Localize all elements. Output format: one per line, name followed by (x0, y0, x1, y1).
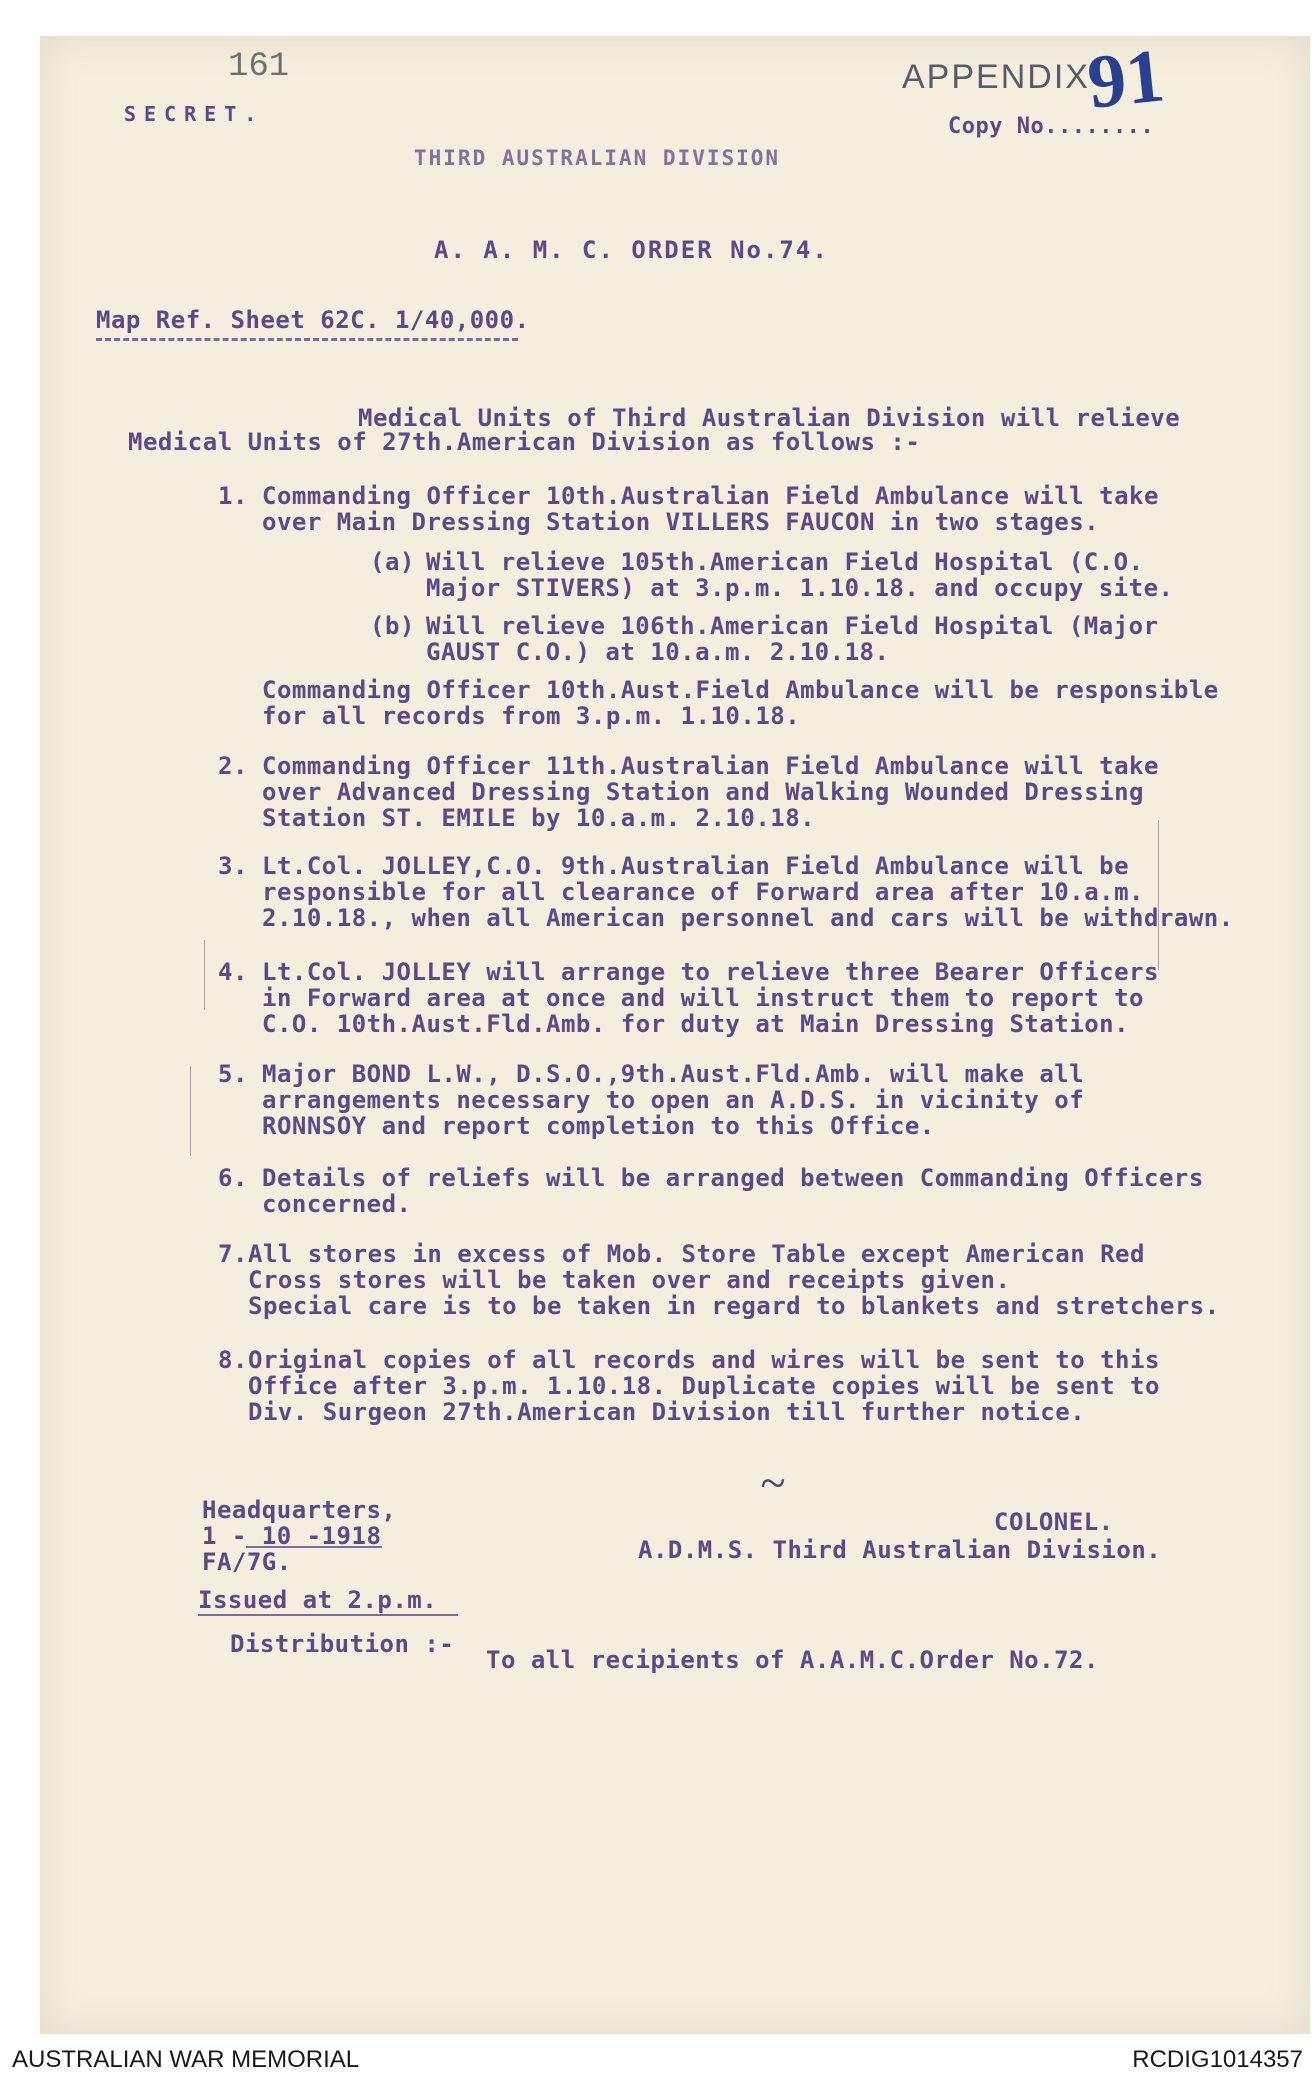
intro-line: Medical Units of Third Australian Division will relieve (358, 404, 1181, 432)
paragraph-line: responsible for all clearance of Forward area after 10.a.m. (262, 878, 1145, 906)
paragraph-line: Office after 3.p.m. 1.10.18. Duplicate copies will be sent to (248, 1372, 1160, 1400)
paragraph-line: Div. Surgeon 27th.American Division till further notice. (248, 1398, 1086, 1426)
paragraph-line: Will relieve 106th.American Field Hospital (Major (426, 612, 1159, 640)
footer-right: RCDIG1014357 (1132, 2046, 1303, 2073)
paragraph-line: over Advanced Dressing Station and Walking Wounded Dressing (262, 778, 1145, 806)
paragraph-line: concerned. (262, 1190, 412, 1218)
order-title: A. A. M. C. ORDER No.74. (434, 236, 829, 264)
paragraph-line: Lt.Col. JOLLEY,C.O. 9th.Australian Field Ambulance will be (262, 852, 1130, 880)
signature: ~ (760, 1457, 785, 1508)
paragraph-line: Commanding Officer 11th.Australian Field Ambulance will take (262, 752, 1159, 780)
paragraph-line: Lt.Col. JOLLEY will arrange to relieve three Bearer Officers (262, 958, 1159, 986)
paragraph-line: C.O. 10th.Aust.Fld.Amb. for duty at Main Dressing Station. (262, 1010, 1130, 1038)
paragraph-line: GAUST C.O.) at 10.a.m. 2.10.18. (426, 638, 890, 666)
paragraph-number: 6. (218, 1164, 248, 1192)
paragraph-line: in Forward area at once and will instruct them to report to (262, 984, 1145, 1012)
paragraph-number: 7. (218, 1240, 248, 1268)
order-reference: FA/7G. (202, 1548, 292, 1576)
margin-mark (204, 940, 205, 1010)
distribution-label: Distribution :- (230, 1630, 455, 1658)
appendix-stamp: APPENDIX (902, 58, 1090, 96)
paragraph-line: Major BOND L.W., D.S.O.,9th.Aust.Fld.Amb. will make all (262, 1060, 1085, 1088)
paragraph-number: (a) (370, 548, 415, 576)
paragraph-number: 8. (218, 1346, 248, 1374)
paragraph-line: All stores in excess of Mob. Store Table except American Red (248, 1240, 1145, 1268)
order-date: 1 - 10 -1918 (202, 1522, 382, 1550)
paragraph-line: Commanding Officer 10th.Aust.Field Ambulance will be responsible (262, 676, 1219, 704)
paragraph-number: 2. (218, 752, 248, 780)
paragraph-line: Details of reliefs will be arranged between Commanding Officers (262, 1164, 1204, 1192)
paragraph-number: 1. (218, 482, 248, 510)
paragraph-number: 3. (218, 852, 248, 880)
paragraph-line: Will relieve 105th.American Field Hospital (C.O. (426, 548, 1144, 576)
appendix-number: 91 (1083, 33, 1169, 125)
margin-mark (190, 1066, 191, 1156)
paragraph-number: 5. (218, 1060, 248, 1088)
paragraph-number: (b) (370, 612, 415, 640)
paragraph-line: for all records from 3.p.m. 1.10.18. (262, 702, 801, 730)
paragraph-line: Commanding Officer 10th.Australian Field Ambulance will take (262, 482, 1159, 510)
paragraph-line: arrangements necessary to open an A.D.S. in vicinity of (262, 1086, 1085, 1114)
signature-title: A.D.M.S. Third Australian Division. (638, 1536, 1162, 1564)
paragraph-line: Original copies of all records and wires will be sent to this (248, 1346, 1160, 1374)
margin-mark (1158, 820, 1159, 970)
paragraph-line: Cross stores will be taken over and receipts given. (248, 1266, 1011, 1294)
headquarters-label: Headquarters, (202, 1496, 397, 1524)
intro-line: Medical Units of 27th.American Division as follows :- (128, 428, 921, 456)
paragraph-number: 4. (218, 958, 248, 986)
distribution-text: To all recipients of A.A.M.C.Order No.72. (486, 1646, 1099, 1674)
paragraph-line: over Main Dressing Station VILLERS FAUCON in two stages. (262, 508, 1100, 536)
copy-number: Copy No........ (948, 114, 1155, 139)
map-reference-underline (96, 338, 518, 341)
paragraph-line: Special care is to be taken in regard to blankets and stretchers. (248, 1292, 1220, 1320)
map-reference: Map Ref. Sheet 62C. 1/40,000. (96, 306, 530, 334)
division-heading: THIRD AUSTRALIAN DIVISION (414, 146, 781, 170)
paragraph-line: Major STIVERS) at 3.p.m. 1.10.18. and occupy site. (426, 574, 1174, 602)
paragraph-line: Station ST. EMILE by 10.a.m. 2.10.18. (262, 804, 816, 832)
issued-underline (198, 1614, 458, 1616)
paragraph-line: RONNSOY and report completion to this Office. (262, 1112, 935, 1140)
issued-time: Issued at 2.p.m. (198, 1586, 438, 1614)
signature-rank: COLONEL. (994, 1508, 1114, 1536)
classification: SECRET. (124, 102, 265, 126)
paragraph-line: 2.10.18., when all American personnel and cars will be withdrawn. (262, 904, 1234, 932)
footer-left: AUSTRALIAN WAR MEMORIAL (12, 2046, 360, 2073)
archive-number: 161 (228, 48, 290, 86)
date-underline (246, 1546, 382, 1548)
